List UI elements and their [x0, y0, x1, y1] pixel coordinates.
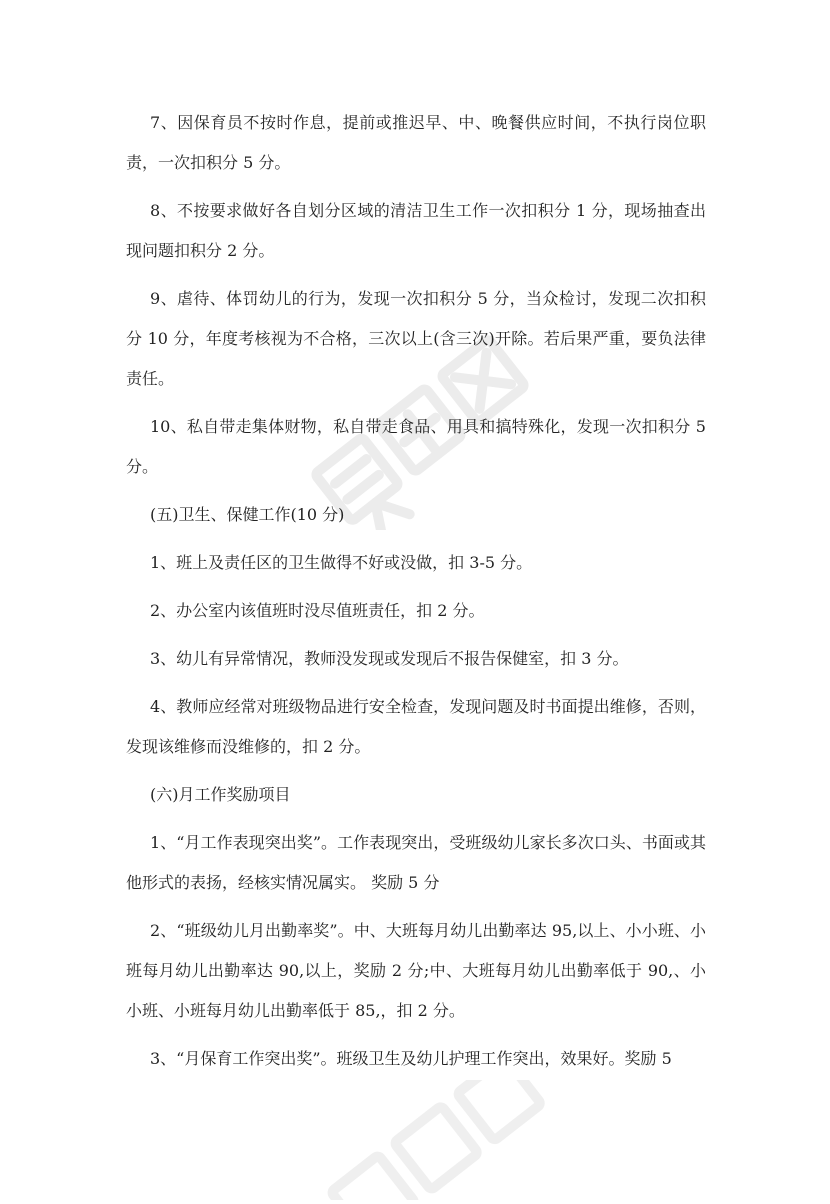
hygiene-item-1: 1、班上及责任区的卫生做得不好或没做，扣 3-5 分。: [150, 553, 533, 572]
hygiene-item-2: 2、办公室内该值班时没尽值班责任，扣 2 分。: [150, 601, 485, 620]
reward-item-1: 1、“月工作表现突出奖”。工作表现突出，受班级幼儿家长多次口头、书面或其他形式的表扬，经核实情况属实。 奖励 5 分: [126, 833, 706, 892]
section-heading-hygiene: (五)卫生、保健工作(10 分): [150, 505, 345, 524]
hygiene-item-4: 4、教师应经常对班级物品进行安全检查，发现问题及时书面提出维修，否则，发现该维修而没维修的，扣 2 分。: [126, 697, 706, 756]
paragraph-item-9: 9、虐待、体罚幼儿的行为，发现一次扣积分 5 分，当众检讨，发现二次扣积分 10 分，年度考核视为不合格，三次以上(含三次)开除。若后果严重，要负法律责任。: [126, 289, 706, 388]
watermark-logo-bottom: [300, 1080, 560, 1200]
paragraph-item-7: 7、因保育员不按时作息，提前或推迟早、中、晚餐供应时间，不执行岗位职责，一次扣积分 5 分。: [126, 113, 706, 172]
reward-item-2: 2、“班级幼儿月出勤率奖”。中、大班每月幼儿出勤率达 95,以上、小小班、小班每月幼儿出勤率达 90,以上，奖励 2 分;中、大班每月幼儿出勤率低于 90,、小小班、小班每月幼儿出勤率低于 85,，扣 2 分。: [126, 921, 706, 1020]
reward-item-3: 3、“月保育工作突出奖”。班级卫生及幼儿护理工作突出，效果好。奖励 5: [150, 1049, 672, 1068]
paragraph-item-10: 10、私自带走集体财物，私自带走食品、用具和搞特殊化，发现一次扣积分 5 分。: [126, 417, 706, 476]
document-body: [126, 103, 706, 1087]
section-heading-rewards: (六)月工作奖励项目: [150, 785, 291, 804]
paragraph-item-8: 8、不按要求做好各自划分区域的清洁卫生工作一次扣积分 1 分，现场抽查出现问题扣积分 2 分。: [126, 201, 706, 260]
hygiene-item-3: 3、幼儿有异常情况，教师没发现或发现后不报告保健室，扣 3 分。: [150, 649, 629, 668]
